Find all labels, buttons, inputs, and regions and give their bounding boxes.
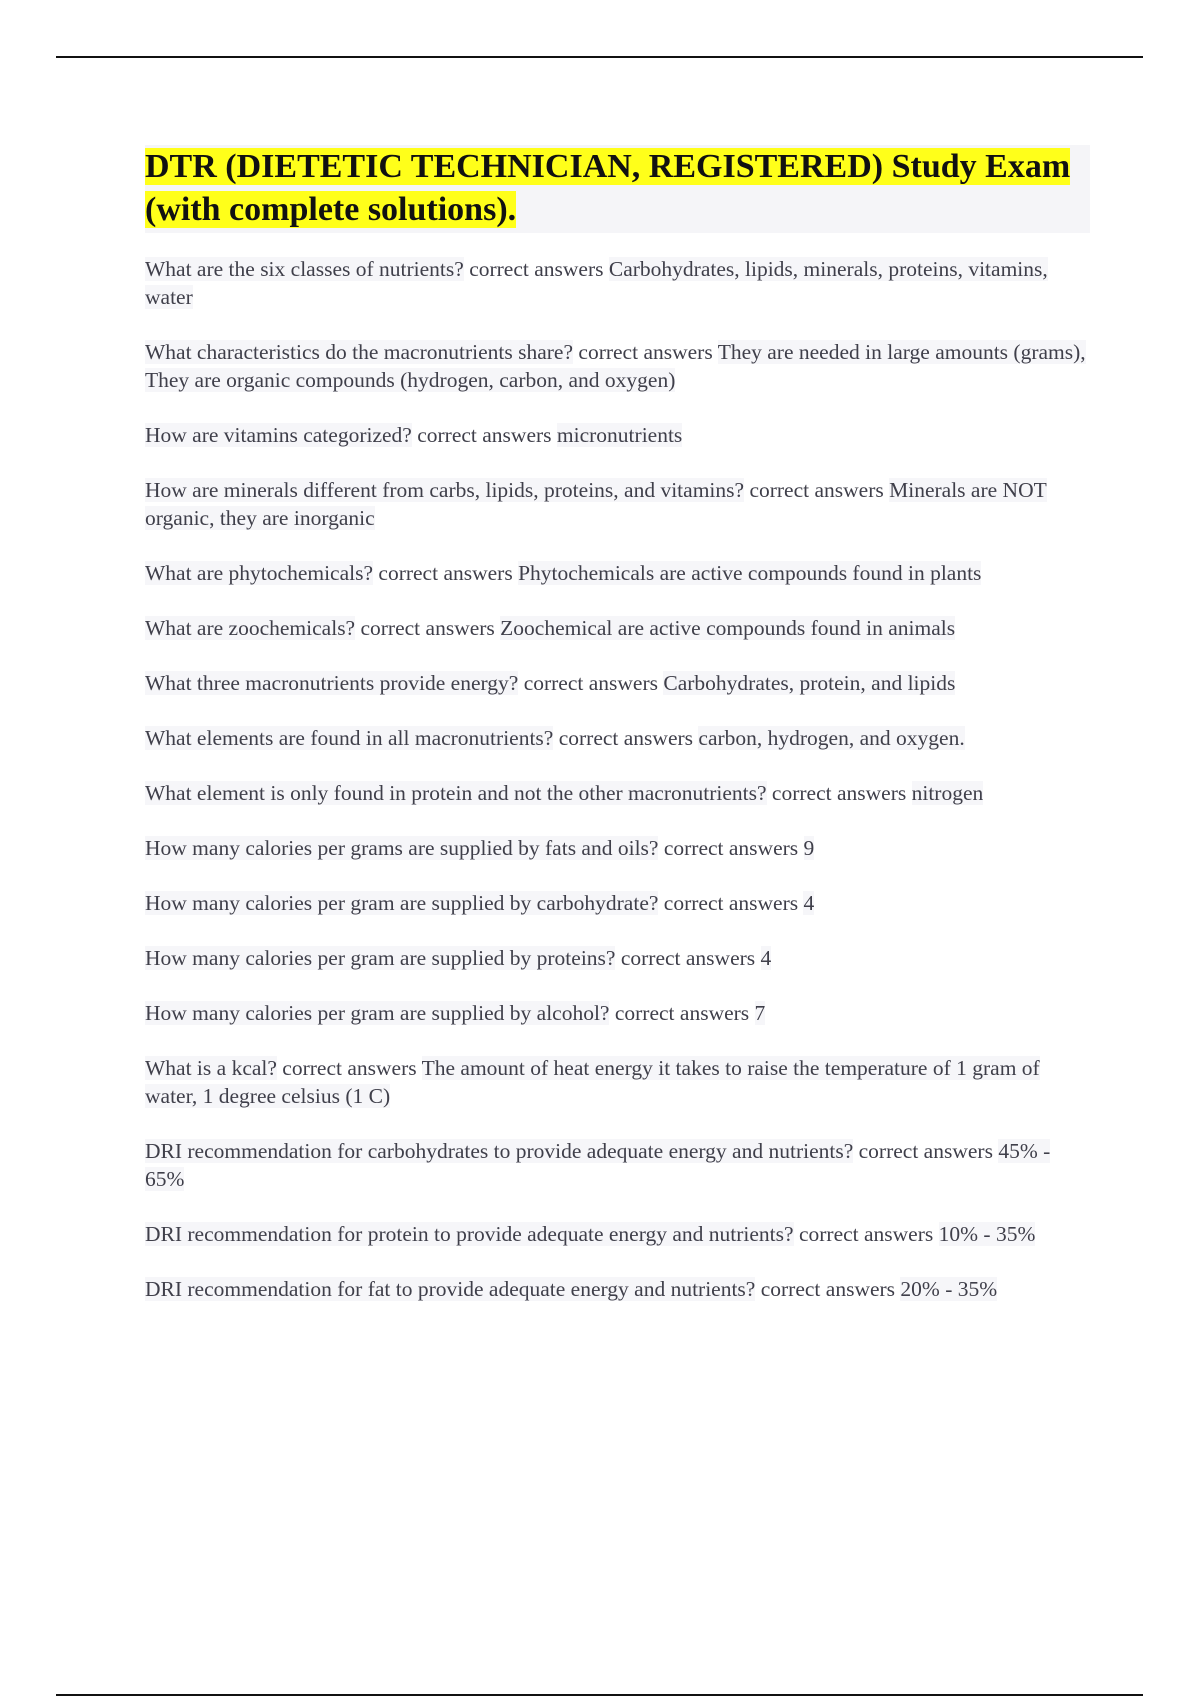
qa-item — [145, 1137, 1090, 1193]
question-text: DRI recommendation for protein to provide adequate energy and nutrients? — [145, 1222, 794, 1246]
answer-text: Carbohydrates, lipids, minerals, proteins, vitamins, water — [145, 257, 1048, 309]
question-text: How many calories per gram are supplied by carbohydrate? — [145, 891, 659, 915]
question-text: What is a kcal? — [145, 1056, 277, 1080]
qa-item — [145, 669, 1090, 697]
question-text: What are phytochemicals? — [145, 561, 374, 585]
question-text: What characteristics do the macronutrients share? — [145, 340, 574, 364]
answer-label: correct answers — [663, 891, 799, 915]
answer-label: correct answers — [620, 946, 756, 970]
answer-text: 4 — [760, 946, 772, 970]
qa-item — [145, 1054, 1090, 1110]
answer-label: correct answers — [858, 1139, 993, 1163]
answer-label: correct answers — [760, 1277, 896, 1301]
question-text: DRI recommendation for fat to provide adequate energy and nutrients? — [145, 1277, 756, 1301]
qa-item — [145, 724, 1090, 752]
answer-text: Zoochemical are active compounds found in animals — [500, 616, 956, 640]
qa-item — [145, 1220, 1090, 1248]
question-text: DRI recommendation for carbohydrates to provide adequate energy and nutrients? — [145, 1139, 854, 1163]
answer-label: correct answers — [749, 478, 884, 502]
bottom-rule — [56, 1694, 1143, 1696]
question-text: How many calories per grams are supplied by fats and oils? — [145, 836, 659, 860]
answer-label: correct answers — [798, 1222, 934, 1246]
answer-label: correct answers — [378, 561, 513, 585]
answer-label: correct answers — [771, 781, 907, 805]
answer-text: Carbohydrates, protein, and lipids — [663, 671, 956, 695]
answer-label: correct answers — [523, 671, 658, 695]
answer-text: 20% - 35% — [900, 1277, 998, 1301]
qa-item — [145, 476, 1090, 532]
document-body — [145, 145, 1090, 1330]
top-rule — [56, 56, 1143, 58]
qa-item — [145, 779, 1090, 807]
qa-item — [145, 1275, 1090, 1303]
answer-text: 7 — [754, 1001, 766, 1025]
answer-text: 10% - 35% — [938, 1222, 1036, 1246]
question-text: What three macronutrients provide energy? — [145, 671, 519, 695]
qa-item — [145, 889, 1090, 917]
answer-label: correct answers — [282, 1056, 417, 1080]
answer-text: 45% - 65% — [145, 1139, 1051, 1191]
answer-text: Minerals are NOT organic, they are inorganic — [145, 478, 1047, 530]
answer-label: correct answers — [417, 423, 552, 447]
answer-text: Phytochemicals are active compounds found in plants — [518, 561, 982, 585]
answer-label: correct answers — [578, 340, 713, 364]
title-highlight: DTR (DIETETIC TECHNICIAN, REGISTERED) Study Exam (with complete solutions). — [145, 148, 1071, 228]
answer-text: carbon, hydrogen, and oxygen. — [698, 726, 965, 750]
answer-text: They are needed in large amounts (grams), They are organic compounds (hydrogen, carbon, and oxygen) — [145, 340, 1086, 392]
question-text: What elements are found in all macronutrients? — [145, 726, 554, 750]
qa-item — [145, 999, 1090, 1027]
answer-label: correct answers — [558, 726, 694, 750]
qa-item — [145, 944, 1090, 972]
answer-text: The amount of heat energy it takes to raise the temperature of 1 gram of water, 1 degree celsius (1 C) — [145, 1056, 1040, 1108]
answer-text: nitrogen — [911, 781, 984, 805]
question-text: What are zoochemicals? — [145, 616, 356, 640]
question-text: How are minerals different from carbs, lipids, proteins, and vitamins? — [145, 478, 745, 502]
qa-item — [145, 614, 1090, 642]
title-block — [145, 145, 1090, 233]
qa-item — [145, 559, 1090, 587]
question-text: What element is only found in protein and not the other macronutrients? — [145, 781, 767, 805]
qa-item — [145, 834, 1090, 862]
document-title — [145, 145, 1090, 231]
answer-text: micronutrients — [556, 423, 683, 447]
question-text: How many calories per gram are supplied by proteins? — [145, 946, 616, 970]
question-text: How are vitamins categorized? — [145, 423, 412, 447]
qa-item — [145, 338, 1090, 394]
answer-label: correct answers — [469, 257, 604, 281]
qa-item — [145, 255, 1090, 311]
answer-label: correct answers — [663, 836, 799, 860]
question-text: How many calories per gram are supplied by alcohol? — [145, 1001, 610, 1025]
qa-list — [145, 255, 1090, 1303]
answer-label: correct answers — [614, 1001, 750, 1025]
qa-item — [145, 421, 1090, 449]
answer-text: 4 — [803, 891, 815, 915]
answer-text: 9 — [803, 836, 815, 860]
question-text: What are the six classes of nutrients? — [145, 257, 464, 281]
answer-label: correct answers — [360, 616, 495, 640]
